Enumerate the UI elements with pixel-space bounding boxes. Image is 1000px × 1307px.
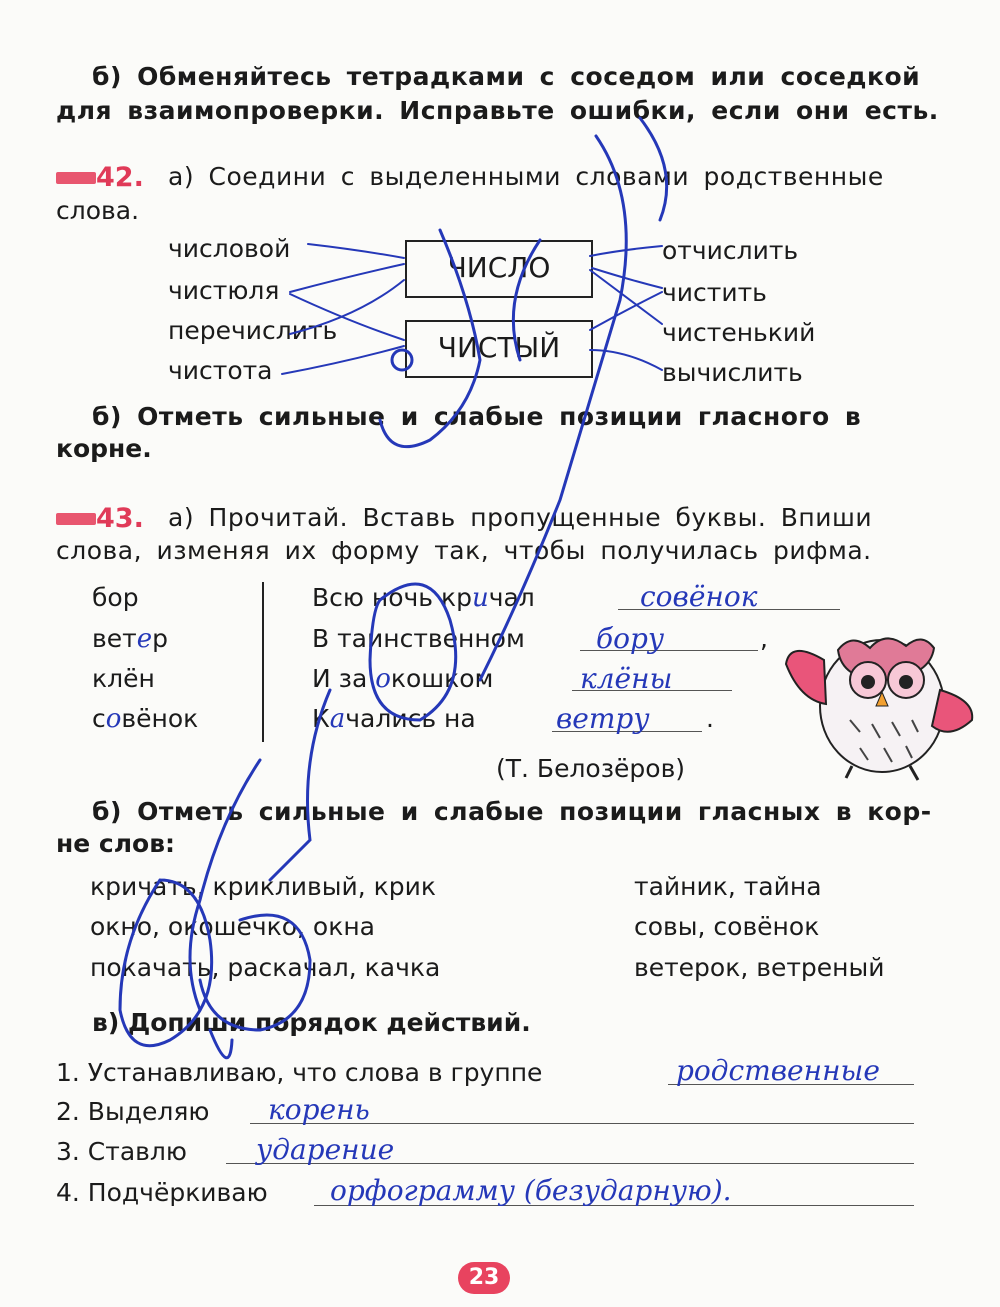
filled-letter: и [471, 583, 489, 613]
step-3-answer: ударение [256, 1133, 395, 1166]
intro-line-2: для взаимопроверки. Исправьте ошибки, если они есть. [56, 96, 939, 125]
poem-author: (Т. Белозёров) [496, 754, 686, 783]
keyword-box-chistyi: ЧИСТЫЙ [405, 320, 593, 378]
exercise-marker [56, 513, 96, 525]
poem-answer-3: клёны [580, 662, 673, 695]
word-group-right-2: совы, совёнок [634, 912, 820, 941]
step-1-label: 1. Устанавливаю, что слова в группе [56, 1058, 543, 1087]
poem-answer-1: совёнок [640, 580, 758, 613]
word-group-right-1: тайник, тайна [634, 872, 822, 901]
ex42-task-b-line1: б) Отметь сильные и слабые позиции гласного в [92, 402, 862, 431]
word-group-right-3: ветерок, ветреный [634, 953, 885, 982]
ex43-task-a-line2: слова, изменяя их форму так, чтобы получилась рифма. [56, 536, 872, 565]
rhyme-word-1: бор [92, 583, 139, 612]
filled-letter: е [136, 624, 153, 654]
right-word-4: вычислить [662, 358, 803, 387]
step-3-label: 3. Ставлю [56, 1137, 187, 1166]
right-word-3: чистенький [662, 318, 816, 347]
step-4-answer: орфограмму (безударную). [330, 1174, 732, 1207]
step-2-answer: корень [268, 1093, 370, 1126]
left-word-1: числовой [168, 234, 291, 263]
owl-icon [786, 638, 972, 780]
poem-punct-2: , [760, 624, 768, 653]
poem-line-1: Всю ночь кричал [312, 583, 535, 613]
ex43-task-c-title: в) Допиши порядок действий. [92, 1008, 531, 1037]
right-word-1: отчислить [662, 236, 799, 265]
step-4-label: 4. Подчёркиваю [56, 1178, 268, 1207]
ex42-task-b-line2: корне. [56, 434, 152, 463]
divider-line [262, 582, 264, 742]
ex43-task-b-line1: б) Отметь сильные и слабые позиции гласных в кор- [92, 797, 932, 826]
ex42-task-a-line2: слова. [56, 196, 140, 225]
exercise-42-number: 42. [96, 162, 144, 193]
rhyme-word-3: клён [92, 664, 155, 693]
exercise-marker [56, 172, 96, 184]
right-word-2: чистить [662, 278, 767, 307]
word-group-left-1: кричать, крикливый, крик [90, 872, 436, 901]
rhyme-word-4: совёнок [92, 704, 199, 734]
intro-line-1: б) Обменяйтесь тетрадками с соседом или соседкой [92, 62, 921, 91]
word-group-left-3: покачать, раскачал, качка [90, 953, 441, 982]
exercise-43-number: 43. [96, 503, 144, 534]
left-word-2: чистюля [168, 276, 280, 305]
step-2-label: 2. Выделяю [56, 1097, 210, 1126]
poem-line-3: И за окошком [312, 664, 494, 694]
filled-letter: а [329, 704, 346, 734]
ex42-task-a-line1: а) Соедини с выделенными словами родственные [168, 162, 884, 191]
ex43-task-b-line2: не слов: [56, 829, 176, 858]
poem-punct-4: . [706, 704, 714, 733]
filled-letter: о [375, 664, 391, 694]
rhyme-word-2: ветер [92, 624, 168, 654]
filled-letter: о [105, 704, 122, 734]
left-word-3: перечислить [168, 316, 338, 345]
poem-line-4: Качались на [312, 704, 476, 734]
keyword-box-chislo: ЧИСЛО [405, 240, 593, 298]
step-1-answer: родственные [676, 1054, 880, 1087]
page-number: 23 [458, 1262, 510, 1294]
poem-answer-4: ветру [556, 702, 650, 735]
word-group-left-2: окно, окошечко, окна [90, 912, 375, 941]
ex43-task-a-line1: а) Прочитай. Вставь пропущенные буквы. Впиши [168, 503, 873, 532]
left-word-4: чистота [168, 356, 273, 385]
poem-answer-2: бору [596, 622, 665, 655]
poem-line-2: В таинственном [312, 624, 525, 653]
